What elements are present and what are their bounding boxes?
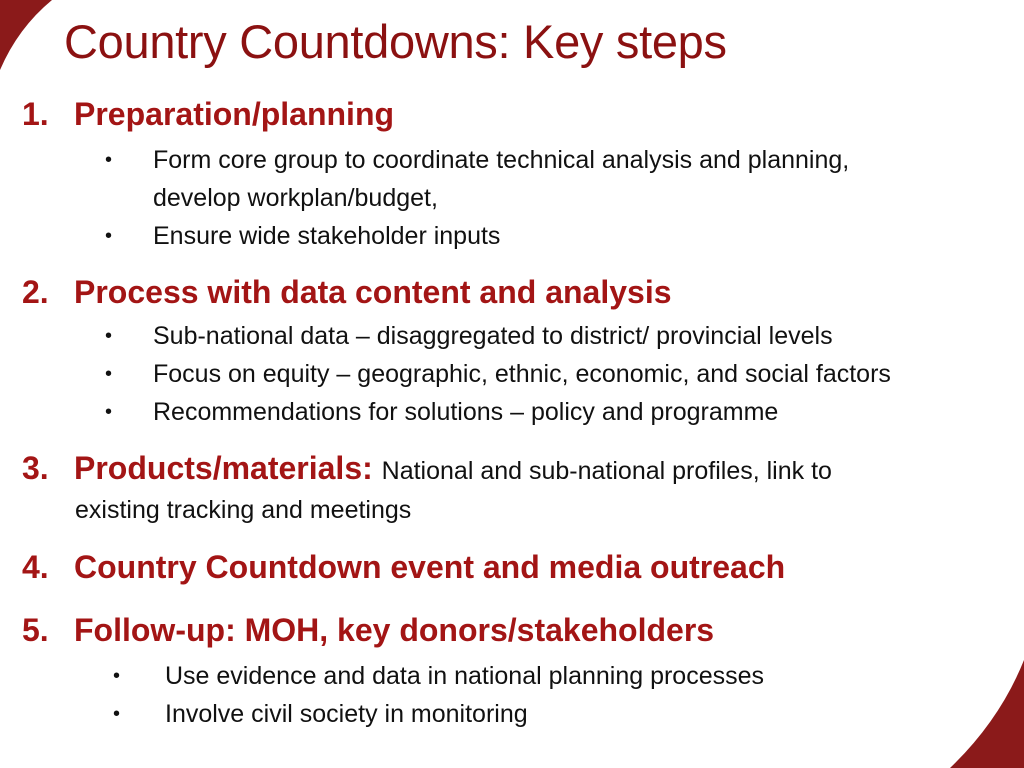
bullet-text: develop workplan/budget, <box>153 184 438 212</box>
step-detail-continuation: existing tracking and meetings <box>75 496 412 524</box>
step-2 <box>22 274 1012 311</box>
top-left-swoosh <box>0 0 52 70</box>
bullet-text: Focus on equity – geographic, ethnic, economic, and social factors <box>153 360 891 388</box>
bullet-icon: • <box>105 401 113 423</box>
bullet-icon: • <box>105 225 113 247</box>
step-4 <box>22 549 1012 586</box>
step-heading: Process with data content and analysis <box>74 274 672 310</box>
step-5 <box>22 612 1012 649</box>
step-number: 3. <box>22 450 49 486</box>
step-detail: National and sub-national profiles, link to <box>381 457 832 485</box>
bullet-text: Sub-national data – disaggregated to district/ provincial levels <box>153 322 833 350</box>
step-3 <box>22 450 1012 487</box>
step-heading: Preparation/planning <box>74 96 395 132</box>
bullet-text: Involve civil society in monitoring <box>165 700 528 728</box>
bullet-text: Form core group to coordinate technical analysis and planning, <box>153 146 850 174</box>
step-1 <box>22 96 1012 133</box>
bullet-icon: • <box>113 665 121 687</box>
step-number: 5. <box>22 612 49 648</box>
step-heading: Products/materials: <box>74 450 373 486</box>
bullet-icon: • <box>113 703 121 725</box>
bullet-icon: • <box>105 363 113 385</box>
step-heading: Follow-up: MOH, key donors/stakeholders <box>74 612 715 648</box>
step-number: 2. <box>22 274 49 310</box>
bullet-icon: • <box>105 149 113 171</box>
bullet-text: Use evidence and data in national planning processes <box>165 662 765 690</box>
bullet-text: Recommendations for solutions – policy and programme <box>153 398 779 426</box>
bottom-right-swoosh <box>950 660 1024 768</box>
bullet-icon: • <box>105 325 113 347</box>
step-heading: Country Countdown event and media outreach <box>74 549 786 585</box>
slide-title: Country Countdowns: Key steps <box>64 15 727 68</box>
step-number: 4. <box>22 549 49 585</box>
bullet-text: Ensure wide stakeholder inputs <box>153 222 501 250</box>
step-number: 1. <box>22 96 49 132</box>
